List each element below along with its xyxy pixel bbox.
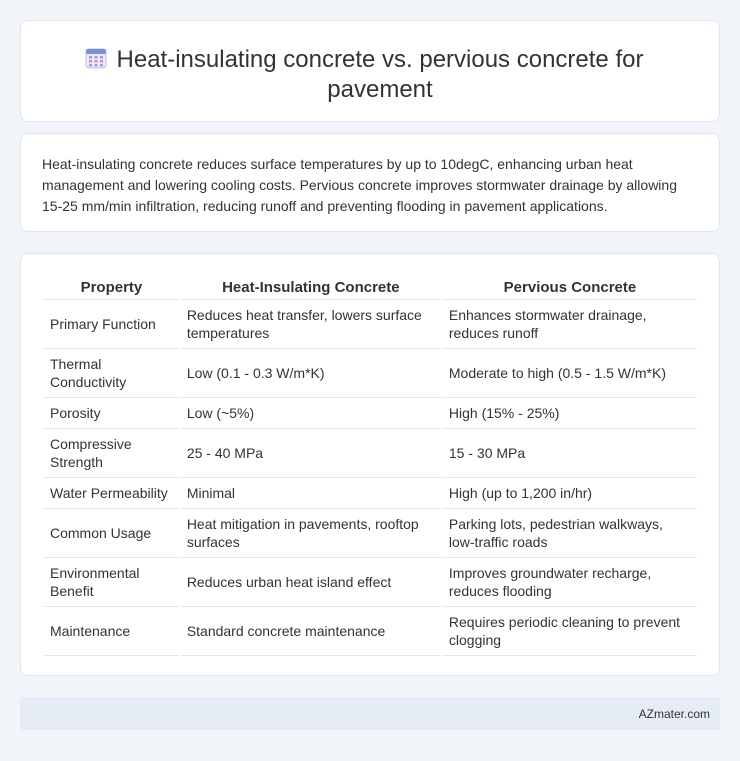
footer-bar: [20, 697, 720, 730]
page-title: Heat-insulating concrete vs. pervious concrete for pavement: [116, 46, 644, 103]
pervious-cell: Moderate to high (0.5 - 1.5 W/m*K): [443, 349, 697, 398]
table-row: [44, 349, 697, 398]
pervious-cell: High (up to 1,200 in/hr): [443, 478, 697, 509]
property-cell: Porosity: [44, 398, 179, 429]
property-cell: Primary Function: [44, 300, 179, 349]
heat-insulating-cell: Minimal: [181, 478, 441, 509]
footer-source-link[interactable]: AZmater.com: [638, 707, 710, 721]
title-card: [20, 20, 720, 122]
property-cell: Environmental Benefit: [44, 558, 179, 607]
pervious-cell: Enhances stormwater drainage, reduces runoff: [443, 300, 697, 349]
heat-insulating-cell: Reduces urban heat island effect: [181, 558, 441, 607]
property-cell: Thermal Conductivity: [44, 349, 179, 398]
summary-card: [20, 133, 720, 232]
property-cell: Common Usage: [44, 509, 179, 558]
heat-insulating-cell: Low (0.1 - 0.3 W/m*K): [181, 349, 441, 398]
property-cell: Water Permeability: [44, 478, 179, 509]
property-cell: Compressive Strength: [44, 429, 179, 478]
heat-insulating-cell: Heat mitigation in pavements, rooftop surfaces: [181, 509, 441, 558]
pervious-cell: High (15% - 25%): [443, 398, 697, 429]
table-row: [44, 558, 697, 607]
table-row: [44, 478, 697, 509]
pervious-cell: 15 - 30 MPa: [443, 429, 697, 478]
comparison-table-card: [20, 253, 720, 676]
pervious-cell: Requires periodic cleaning to prevent clogging: [443, 607, 697, 656]
property-cell: Maintenance: [44, 607, 179, 656]
column-header: Heat-Insulating Concrete: [181, 272, 441, 300]
heat-insulating-cell: Standard concrete maintenance: [181, 607, 441, 656]
summary-text: Heat-insulating concrete reduces surface temperatures by up to 10degC, enhancing urban heat management and lowering cooling costs. Pervious concrete improves stormwater drainage by allowing 15-25 mm/min infiltration, reducing runoff and preventing flooding in pavement applications.: [42, 156, 677, 214]
table-row: [44, 429, 697, 478]
table-row: [44, 300, 697, 349]
table-row: [44, 607, 697, 656]
table-header-row: [44, 272, 697, 300]
heat-insulating-cell: Reduces heat transfer, lowers surface temperatures: [181, 300, 441, 349]
table-row: [44, 398, 697, 429]
heat-insulating-cell: 25 - 40 MPa: [181, 429, 441, 478]
heat-insulating-cell: Low (~5%): [181, 398, 441, 429]
pervious-cell: Parking lots, pedestrian walkways, low-traffic roads: [443, 509, 697, 558]
column-header: Property: [44, 272, 179, 300]
column-header: Pervious Concrete: [443, 272, 697, 300]
pervious-cell: Improves groundwater recharge, reduces flooding: [443, 558, 697, 607]
table-row: [44, 509, 697, 558]
comparison-table: [42, 272, 699, 656]
